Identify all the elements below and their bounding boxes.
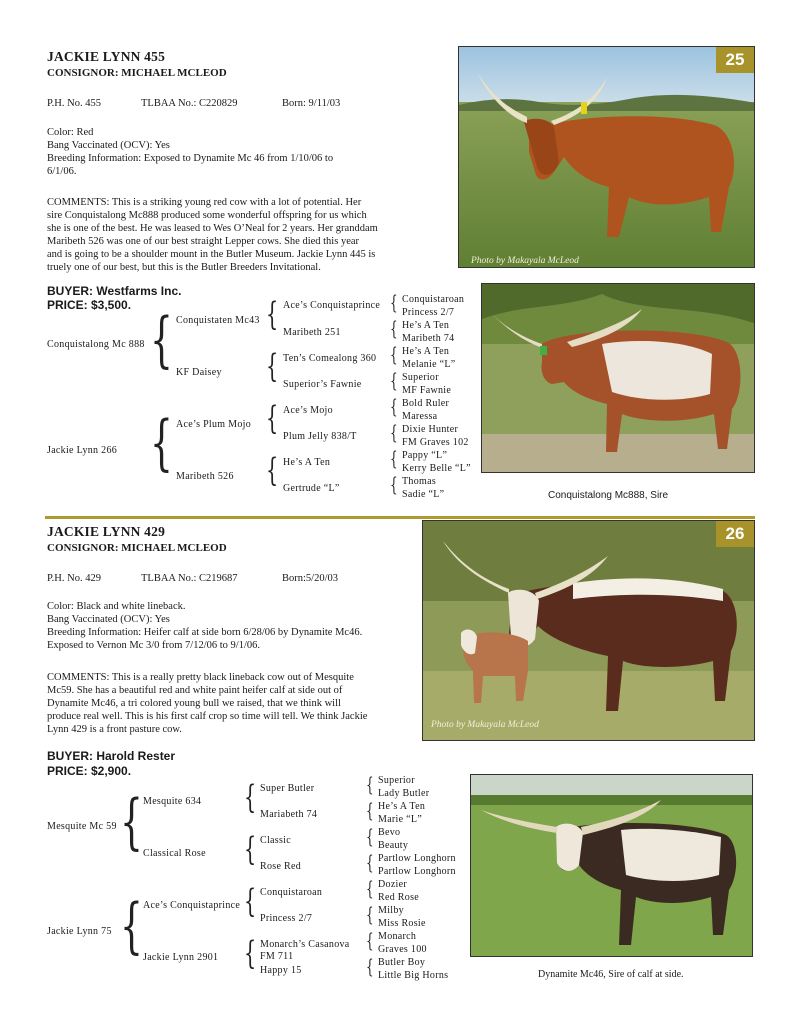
- pedigree-gen3: He’s A Ten: [283, 457, 331, 468]
- pedigree-gen3: Ace’s Mojo: [283, 405, 333, 416]
- comment-line: and is going to be a shoulder mount in the Butler Museum. Jackie Lynn 445 is: [47, 249, 376, 260]
- lot1-sire-caption: Conquistalong Mc888, Sire: [548, 490, 669, 501]
- lot2-born: Born:5/20/03: [282, 573, 339, 584]
- lot1-color: Color: Red: [47, 127, 94, 138]
- comment-line: Dynamite Mc46, a tri colored young bull we raised, that we think will: [47, 698, 341, 709]
- lot2-photo-credit: Photo by Makayala McLeod: [431, 720, 539, 730]
- brace-icon: {: [366, 876, 374, 900]
- brace-icon: {: [366, 798, 374, 822]
- pedigree-gen3: Maribeth 251: [283, 327, 341, 338]
- pedigree-gen4: Graves 100: [378, 944, 427, 955]
- pedigree-gen4: Lady Butler: [378, 788, 430, 799]
- pedigree-gen3: Super Butler: [260, 783, 315, 794]
- lot2-ph-number: P.H. No. 429: [47, 573, 101, 584]
- brace-icon: {: [244, 882, 257, 920]
- pedigree-gen3: Plum Jelly 838/T: [283, 431, 357, 442]
- comment-line: truely one of our best, but this is the Butler Breeders Invitational.: [47, 262, 321, 273]
- pedigree-gen4: MF Fawnie: [402, 385, 452, 396]
- pedigree-gen4: He’s A Ten: [402, 320, 450, 331]
- lot1-ph-number: P.H. No. 455: [47, 98, 101, 109]
- lot2-buyer: BUYER: Harold Rester: [47, 749, 176, 763]
- brace-icon: {: [390, 446, 398, 470]
- lot2-breeding-cont: Exposed to Vernon Mc 3/0 from 7/12/06 to 9/1/06.: [47, 640, 260, 651]
- brace-icon: {: [366, 850, 374, 874]
- pedigree-gen3: Princess 2/7: [260, 913, 313, 924]
- lot2-sire-caption: Dynamite Mc46, Sire of calf at side.: [538, 969, 684, 980]
- brace-icon: {: [244, 778, 257, 816]
- lot1-price: PRICE: $3,500.: [47, 298, 132, 312]
- pedigree-gen4: Beauty: [378, 840, 409, 851]
- black-white-cow-image: [423, 521, 755, 741]
- comment-line: she is one of the best. He was leased to Wes O’Neal for 2 years. Her granddam: [47, 223, 378, 234]
- comment-line: COMMENTS: This is a striking young red cow with a lot of potential. Her: [47, 197, 362, 208]
- pedigree-gen4: Maribeth 74: [402, 333, 455, 344]
- brace-icon: {: [120, 891, 143, 961]
- lot1-lot-number-badge: 25: [716, 47, 754, 73]
- lot1-breeding: Breeding Information: Exposed to Dynamite Mc 46 from 1/10/06 to: [47, 153, 334, 164]
- comment-line: Maribeth 526 was one of our best straight Lepper cows. She died this year: [47, 236, 360, 247]
- lot1-title: JACKIE LYNN 455: [47, 49, 166, 64]
- brace-icon: {: [120, 787, 143, 857]
- pedigree-gen3: Superior’s Fawnie: [283, 379, 362, 390]
- lot1-cow-photo: [458, 46, 755, 268]
- pedigree-gen4: Dozier: [378, 879, 408, 890]
- brace-icon: {: [150, 305, 173, 375]
- brace-icon: {: [366, 954, 374, 978]
- brace-icon: {: [390, 290, 398, 314]
- brace-icon: {: [366, 928, 374, 952]
- pedigree-gen2: Ace’s Plum Mojo: [176, 419, 252, 430]
- pedigree-gen4: Monarch: [378, 931, 417, 942]
- lot2-sire-photo: [470, 774, 753, 957]
- brace-icon: {: [390, 420, 398, 444]
- pedigree-gen2: KF Daisey: [176, 367, 222, 378]
- lot2-lot-number-badge: 26: [716, 521, 754, 547]
- brace-icon: {: [390, 472, 398, 496]
- brace-icon: {: [244, 934, 257, 972]
- pedigree-gen4: Superior: [378, 775, 415, 786]
- lot1-tlbaa-number: TLBAA No.: C220829: [141, 98, 238, 109]
- brace-icon: {: [244, 830, 257, 868]
- pedigree-gen4: He’s A Ten: [402, 346, 450, 357]
- lot2-tlbaa-number: TLBAA No.: C219687: [141, 573, 238, 584]
- pedigree-gen3: Ten’s Comealong 360: [283, 353, 377, 364]
- pedigree-gen3: Ace’s Conquistaprince: [283, 300, 381, 311]
- pedigree-gen3: Monarch’s Casanova: [260, 939, 350, 950]
- lot2-comments: [47, 671, 367, 736]
- brace-icon: {: [266, 451, 279, 489]
- pedigree-gen4: Bevo: [378, 827, 401, 838]
- pedigree-gen4: Partlow Longhorn: [378, 853, 456, 864]
- comment-line: COMMENTS: This is a really pretty black lineback cow out of Mesquite: [47, 672, 354, 683]
- pedigree-gen4: Little Big Horns: [378, 970, 449, 981]
- lot2-price: PRICE: $2,900.: [47, 764, 132, 778]
- lot1-bang: Bang Vaccinated (OCV): Yes: [47, 140, 170, 151]
- pedigree-gen2: Mesquite 634: [143, 796, 202, 807]
- brace-icon: {: [366, 824, 374, 848]
- pedigree-gen3: FM 711: [260, 951, 294, 962]
- pedigree-gen4: Superior: [402, 372, 439, 383]
- red-cow-image: [459, 47, 755, 268]
- lot2-consignor: CONSIGNOR: MICHAEL MCLEOD: [47, 542, 227, 554]
- pedigree-gen4: Miss Rosie: [378, 918, 426, 929]
- lot2-info: [47, 600, 362, 652]
- lot1-sire-photo: [481, 283, 755, 473]
- lot1-breeding-cont: 6/1/06.: [47, 166, 77, 177]
- comment-line: sire Conquistalong Mc888 produced some wonderful offspring for us which: [47, 210, 367, 221]
- pedigree-gen4: Milby: [378, 905, 404, 916]
- lot2-breeding: Breeding Information: Heifer calf at side born 6/28/06 by Dynamite Mc46.: [47, 627, 363, 638]
- pedigree-gen3: Rose Red: [260, 861, 302, 872]
- pedigree-gen4: Marie “L”: [378, 814, 423, 825]
- section-divider: [45, 516, 755, 519]
- pedigree-gen3: Conquistaroan: [260, 887, 323, 898]
- sire-bull-image: [482, 284, 755, 473]
- pedigree-gen2: Conquistaten Mc43: [176, 315, 260, 326]
- brace-icon: {: [390, 368, 398, 392]
- pedigree-gen4: Pappy “L”: [402, 450, 448, 461]
- pedigree-sire: Mesquite Mc 59: [47, 821, 117, 832]
- pedigree-gen2: Ace’s Conquistaprince: [143, 900, 241, 911]
- lot1-buyer: BUYER: Westfarms Inc.: [47, 284, 182, 298]
- lot2-bang: Bang Vaccinated (OCV): Yes: [47, 614, 170, 625]
- sire-bull-image: [471, 775, 753, 957]
- lot1-consignor: CONSIGNOR: MICHAEL MCLEOD: [47, 67, 227, 79]
- pedigree-gen2: Classical Rose: [143, 848, 206, 859]
- pedigree-gen2: Maribeth 526: [176, 471, 234, 482]
- pedigree-gen3: Gertrude “L”: [283, 483, 340, 494]
- pedigree-gen4: Princess 2/7: [402, 307, 455, 318]
- brace-icon: {: [390, 316, 398, 340]
- comment-line: Lynn 429 is a front pasture cow.: [47, 724, 182, 735]
- pedigree-dam: Jackie Lynn 75: [47, 926, 112, 937]
- brace-icon: {: [150, 408, 173, 478]
- pedigree-gen3: Classic: [260, 835, 291, 846]
- brace-icon: {: [366, 902, 374, 926]
- brace-icon: {: [266, 399, 279, 437]
- pedigree-gen4: Butler Boy: [378, 957, 426, 968]
- brace-icon: {: [266, 347, 279, 385]
- pedigree-gen4: He’s A Ten: [378, 801, 426, 812]
- comment-line: Mc59. She has a beautiful red and white paint heifer calf at side out of: [47, 685, 343, 696]
- lot1-photo-credit: Photo by Makayala McLeod: [471, 256, 579, 266]
- lot1-born: Born: 9/11/03: [282, 98, 341, 109]
- pedigree-gen4: Partlow Longhorn: [378, 866, 456, 877]
- comment-line: produce real well. This is his first calf crop so time will tell. We think Jackie: [47, 711, 368, 722]
- pedigree-gen3: Happy 15: [260, 965, 302, 976]
- pedigree-dam: Jackie Lynn 266: [47, 445, 118, 456]
- brace-icon: {: [366, 772, 374, 796]
- pedigree-gen4: Thomas: [402, 476, 437, 487]
- pedigree-gen4: Melanie “L”: [402, 359, 456, 370]
- pedigree-gen4: Sadie “L”: [402, 489, 445, 500]
- pedigree-gen4: Bold Ruler: [402, 398, 450, 409]
- brace-icon: {: [390, 394, 398, 418]
- pedigree-gen4: FM Graves 102: [402, 437, 469, 448]
- lot1-info: [47, 126, 333, 178]
- brace-icon: {: [390, 342, 398, 366]
- brace-icon: {: [266, 295, 279, 333]
- pedigree-sire: Conquistalong Mc 888: [47, 339, 145, 350]
- lot2-cow-photo: [422, 520, 755, 741]
- pedigree-gen2: Jackie Lynn 2901: [143, 952, 219, 963]
- pedigree-gen4: Kerry Belle “L”: [402, 463, 471, 474]
- pedigree-gen3: Mariabeth 74: [260, 809, 318, 820]
- pedigree-gen4: Maressa: [402, 411, 438, 422]
- pedigree-gen4: Dixie Hunter: [402, 424, 459, 435]
- lot2-title: JACKIE LYNN 429: [47, 524, 166, 539]
- lot2-color: Color: Black and white lineback.: [47, 601, 186, 612]
- pedigree-gen4: Conquistaroan: [402, 294, 465, 305]
- lot1-comments: [47, 196, 378, 274]
- pedigree-gen4: Red Rose: [378, 892, 420, 903]
